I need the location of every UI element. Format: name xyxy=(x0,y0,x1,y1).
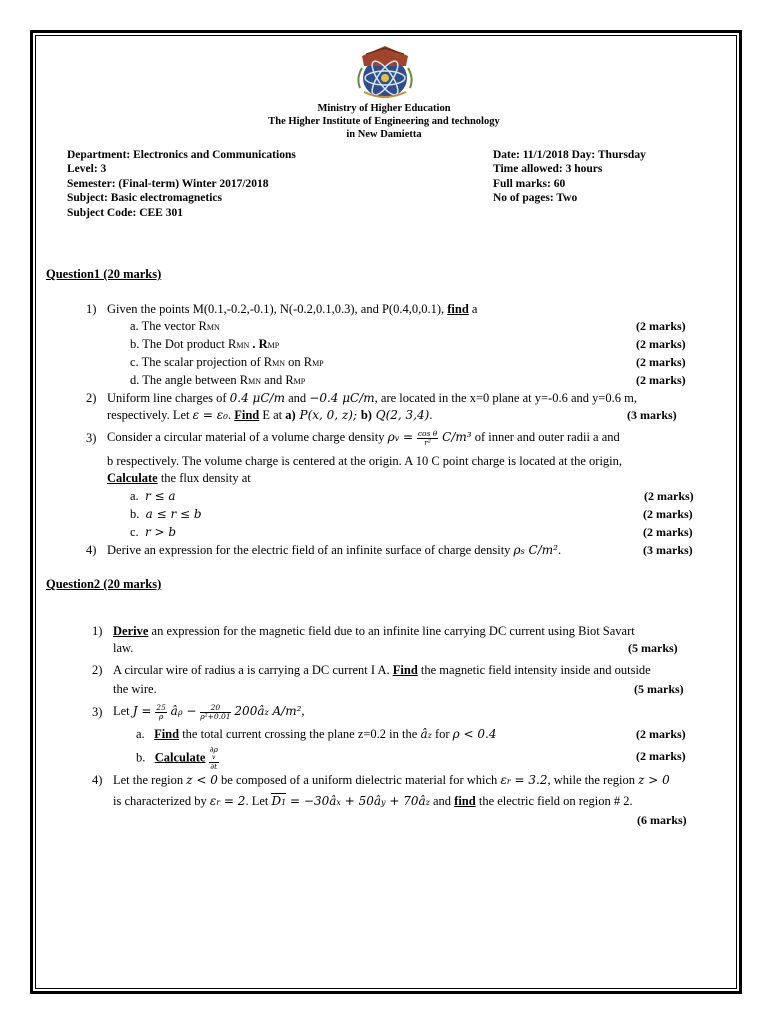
q2-item3-b: b. Calculate ∂ρ v ∂t xyxy=(136,745,218,771)
partial-derivative-fraction: ∂ρ v ∂t xyxy=(209,745,218,771)
q2-item4-marks: (6 marks) xyxy=(637,813,687,827)
q1-item1-c-marks: (2 marks) xyxy=(636,355,686,369)
q1-item1-c: c. The scalar projection of RMN on RMP xyxy=(130,355,324,369)
q2-item1-line1: Derive an expression for the magnetic field due to an infinite line carrying DC current using Biot Savart xyxy=(113,624,635,638)
q1-item1-text: Given the points M(0.1,-0.2,-0.1), N(-0.2,0.1,0.3), and P(0.4,0,0.1), find a xyxy=(107,302,478,316)
q2-item3-number: 3) xyxy=(92,705,103,719)
q1-item1-b: b. The Dot product RMN . RMP xyxy=(130,337,280,351)
q1-item4-marks: (3 marks) xyxy=(643,543,693,557)
q1-item3-line3: Calculate the flux density at xyxy=(107,471,251,485)
q1-item3-line2: b respectively. The volume charge is centered at the origin. A 10 C point charge is located at the origin, xyxy=(107,454,623,468)
q2-item3-a: a. Find the total current crossing the plane z=0.2 in the âz for ρ < 0.4 xyxy=(136,727,497,741)
q2-item4-line2: is characterized by εr = 2. Let D1 = −30âx + 50ây + 70âz and find the electric field on region # 2. xyxy=(113,794,633,808)
semester: Semester: (Final-term) Winter 2017/2018 xyxy=(67,178,269,190)
time-allowed: Time allowed: 3 hours xyxy=(493,163,603,175)
q1-item1-b-marks: (2 marks) xyxy=(636,337,686,351)
q2-item2-line2: the wire. xyxy=(113,682,157,696)
q1-item3-line1: Consider a circular material of a volume charge density ρv = $\frac{\text{cos θ}}{\text{r²}}$ C/m³ of inner and outer radii a and xyxy=(107,428,620,447)
q1-item3-b: b. a ≤ r ≤ b xyxy=(130,507,202,521)
q1-item1-a-marks: (2 marks) xyxy=(636,319,686,333)
q1-item1-a: a. The vector RMN xyxy=(130,319,220,333)
q1-item1-number: 1) xyxy=(86,302,97,316)
q1-item3-a-marks: (2 marks) xyxy=(644,489,694,503)
q1-item2-line2: respectively. Let ε = ε₀. Find E at a) P(x, 0, z); b) Q(2, 3,4). xyxy=(107,408,433,422)
q1-item1-d-marks: (2 marks) xyxy=(636,373,686,387)
q2-item3-b-marks: (2 marks) xyxy=(636,749,686,763)
j-fraction-2: $\frac{20}{\text{ρ²+0.01}}$ xyxy=(200,702,231,721)
page-count: No of pages: Two xyxy=(493,192,578,204)
q2-item4-line1: Let the region z < 0 be composed of a uniform dielectric material for which εr = 3.2, while the region z > 0 xyxy=(113,773,670,787)
subject: Subject: Basic electromagnetics xyxy=(67,192,222,204)
q2-item2-number: 2) xyxy=(92,663,103,677)
level: Level: 3 xyxy=(67,163,107,175)
q2-item3-a-marks: (2 marks) xyxy=(636,727,686,741)
subject-code: Subject Code: CEE 301 xyxy=(67,207,183,219)
q2-item4-number: 4) xyxy=(92,773,103,787)
ministry-name: Ministry of Higher Education xyxy=(317,103,451,114)
q1-item4-number: 4) xyxy=(86,543,97,557)
department: Department: Electronics and Communications xyxy=(67,149,296,161)
q1-item3-c: c. r > b xyxy=(130,525,177,539)
question2-title: Question2 (20 marks) xyxy=(46,577,162,591)
q2-item1-number: 1) xyxy=(92,624,103,638)
charge-density-fraction: $\frac{\text{cos θ}}{\text{r²}}$ xyxy=(417,428,438,447)
institute-location: in New Damietta xyxy=(346,129,422,140)
j-fraction-1: $\frac{25}{\rho}$ xyxy=(156,702,166,721)
q1-item3-number: 3) xyxy=(86,431,97,445)
vector-d1: D1 xyxy=(271,794,287,808)
q2-item2-line1: A circular wire of radius a is carrying a DC current I A. Find the magnetic field intensity inside and outside xyxy=(113,663,651,677)
q1-item2-number: 2) xyxy=(86,391,97,405)
q1-item3-b-marks: (2 marks) xyxy=(643,507,693,521)
institute-logo xyxy=(352,44,418,104)
q2-item1-marks: (5 marks) xyxy=(628,641,678,655)
q1-item2-line1: Uniform line charges of 0.4 μC/m and −0.4 μC/m, are located in the x=0 plane at y=-0.6 and y=0.6 m, xyxy=(107,391,638,405)
q1-item2-marks: (3 marks) xyxy=(627,408,677,422)
q1-item4-text: Derive an expression for the electric field of an infinite surface of charge density ρs C/m². xyxy=(107,543,562,557)
q2-item2-marks: (5 marks) xyxy=(634,682,684,696)
institute-name: The Higher Institute of Engineering and technology xyxy=(268,116,500,127)
q1-item1-d: d. The angle between RMN and RMP xyxy=(130,373,306,387)
exam-date: Date: 11/1/2018 Day: Thursday xyxy=(493,149,646,161)
question1-title: Question1 (20 marks) xyxy=(46,267,162,281)
q2-item1-line2: law. xyxy=(113,641,134,655)
q2-item3-line1: Let J = $\frac{25}{\rho}$ âρ − $\frac{20}{\text{ρ²+0.01}}$ 200âz A/m², xyxy=(113,702,305,721)
q1-item3-c-marks: (2 marks) xyxy=(643,525,693,539)
full-marks: Full marks: 60 xyxy=(493,178,566,190)
q1-item3-a: a. r ≤ a xyxy=(130,489,176,503)
